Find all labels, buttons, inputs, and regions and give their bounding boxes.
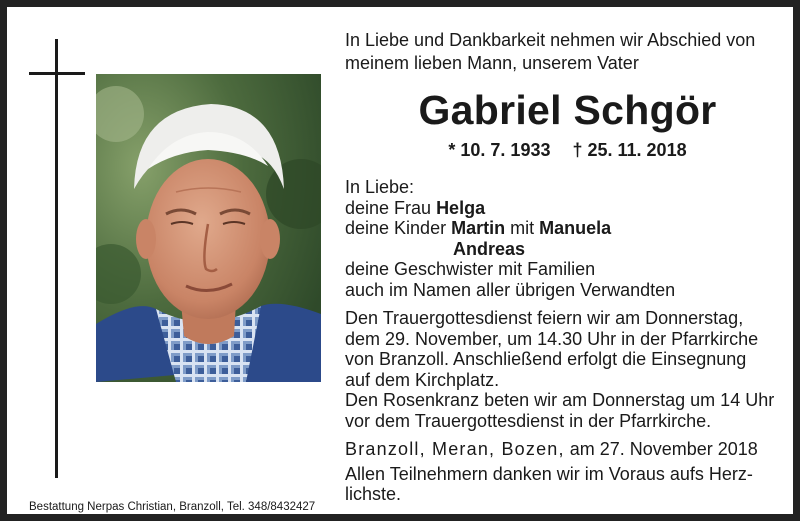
- cross-icon-bar: [29, 72, 85, 75]
- deceased-name: Gabriel Schgör: [418, 87, 717, 133]
- mourner-children: [345, 218, 790, 239]
- intro-line: meinem lieben Mann, unserem Vater: [345, 53, 639, 73]
- notice-date: am 27. November 2018: [564, 439, 758, 459]
- service-line: von Branzoll. Anschließend erfolgt die Einsegnung: [345, 349, 747, 369]
- thanks-line: Allen Teilnehmern danken wir im Voraus aufs Herz-: [345, 463, 753, 484]
- funeral-home-footer: Bestattung Nerpas Christian, Branzoll, Tel. 348/8432427: [29, 501, 316, 513]
- portrait-photo: [96, 74, 321, 382]
- service-line: dem 29. November, um 14.30 Uhr in der Pfarrkirche: [345, 328, 759, 349]
- rosary-line: vor dem Trauergottesdienst in der Pfarrkirche.: [345, 410, 712, 431]
- places: Branzoll, Meran, Bozen,: [345, 439, 565, 459]
- wife-prefix: deine Frau: [345, 197, 437, 218]
- with-word: mit: [505, 218, 540, 238]
- intro-text: [345, 29, 790, 75]
- child-name: Andreas: [453, 238, 526, 259]
- mourner-child: [345, 239, 790, 260]
- intro-line: In Liebe und Dankbarkeit nehmen wir Abschied von: [345, 30, 756, 50]
- mourners-heading: In Liebe:: [345, 177, 415, 197]
- birth-date: * 10. 7. 1933: [448, 140, 551, 160]
- children-prefix: deine Kinder: [345, 218, 452, 238]
- service-line: Den Trauergottesdienst feiern wir am Donnerstag,: [345, 308, 744, 328]
- wife-name: Helga: [436, 197, 486, 218]
- life-dates: [345, 139, 790, 161]
- child-name: Martin: [451, 218, 506, 238]
- mourner-wife: [345, 198, 790, 219]
- place-date: [345, 439, 790, 460]
- thanks-line: lichste.: [345, 484, 402, 504]
- mourner-relatives: auch im Namen aller übrigen Verwandten: [345, 279, 676, 300]
- mourner-siblings: deine Geschwister mit Familien: [345, 259, 596, 279]
- notice-body: [345, 177, 790, 505]
- partner-name: Manuela: [539, 218, 612, 238]
- death-date: † 25. 11. 2018: [572, 140, 687, 160]
- service-line: auf dem Kirchplatz.: [345, 369, 500, 390]
- rosary-line: Den Rosenkranz beten wir am Donnerstag um 14 Uhr: [345, 390, 775, 410]
- portrait-illustration: [96, 74, 321, 382]
- cross-icon: [55, 39, 58, 478]
